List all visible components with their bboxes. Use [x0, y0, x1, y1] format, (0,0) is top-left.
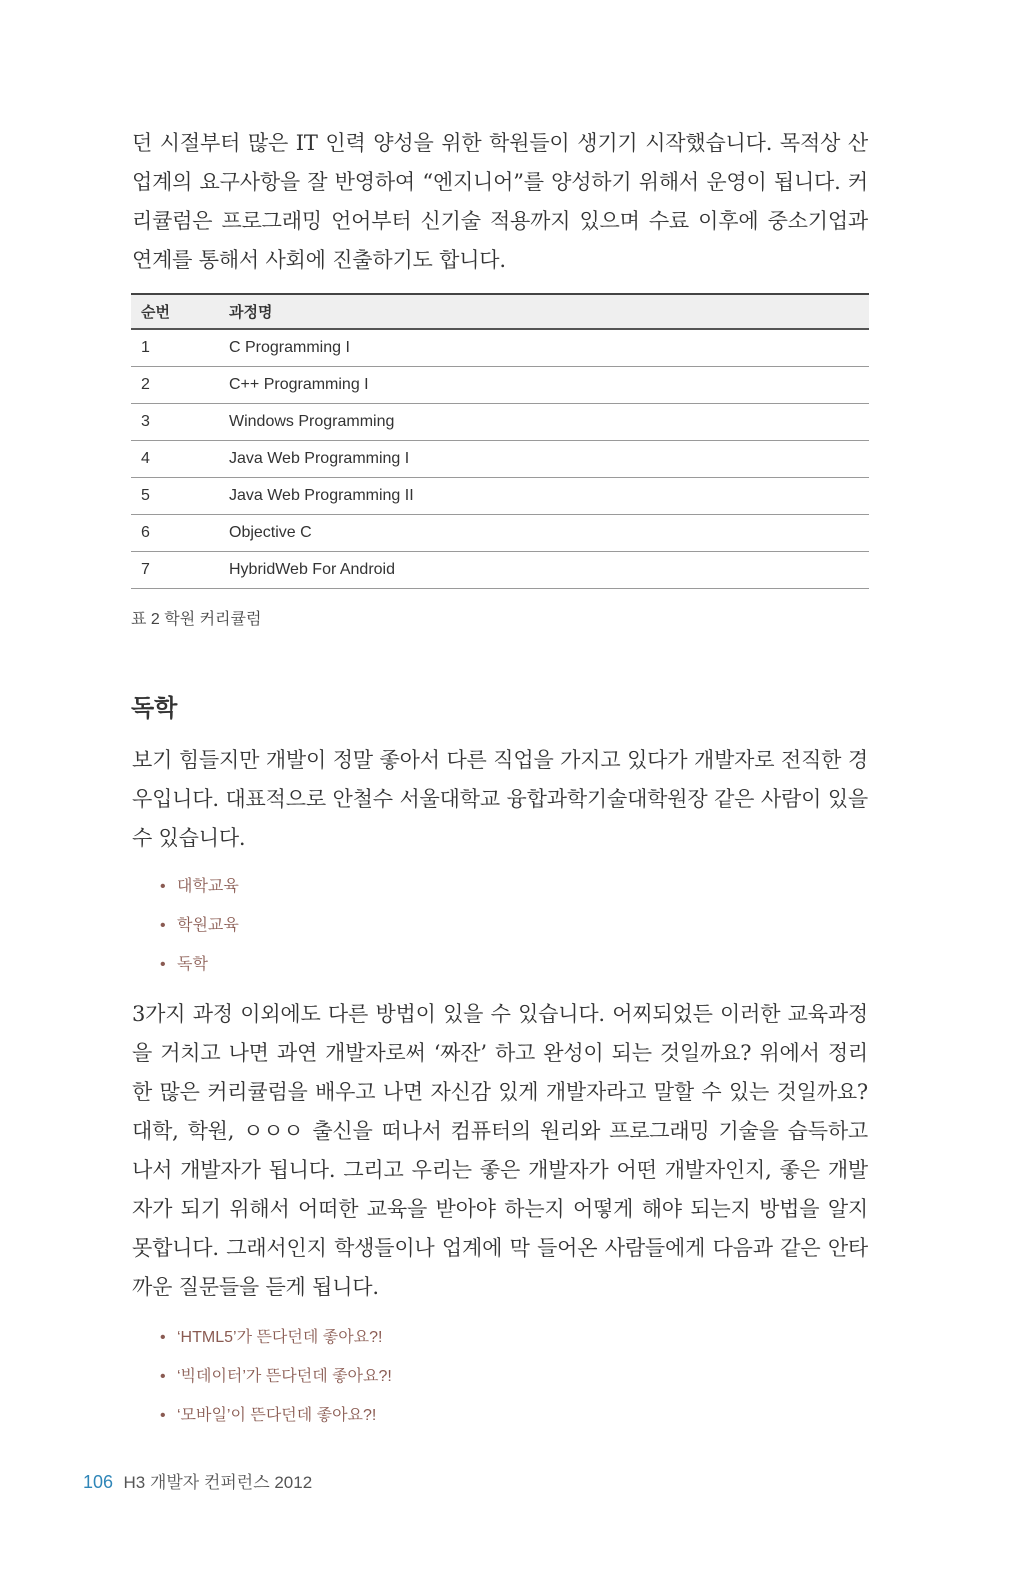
table-row	[131, 404, 869, 441]
cell-course: Java Web Programming I	[219, 441, 869, 478]
list-item: • 독학	[160, 955, 239, 994]
list-item: • ‘HTML5’가 뜬다던데 좋아요?!	[160, 1328, 392, 1367]
list-item: • ‘빅데이터’가 뜬다던데 좋아요?!	[160, 1367, 392, 1406]
questions-list	[160, 1328, 392, 1445]
cell-course: C Programming I	[219, 329, 869, 367]
table-row	[131, 552, 869, 589]
body-paragraph-academy: 던 시절부터 많은 IT 인력 양성을 위한 학원들이 생기기 시작했습니다. 목적상 산업계의 요구사항을 잘 반영하여 “엔지니어”를 양성하기 위해서 운영이 됩니다. 커리큘럼은 프로그래밍 언어부터 신기술 적용까지 있으며 수료 이후에 중소기업과 연계를 통해서 사회에 진출하기도 합니다.	[132, 131, 868, 272]
cell-number: 2	[131, 367, 219, 404]
column-header-number: 순번	[131, 294, 219, 329]
cell-course: Objective C	[219, 515, 869, 552]
cell-course: HybridWeb For Android	[219, 552, 869, 589]
table-row	[131, 515, 869, 552]
cell-number: 7	[131, 552, 219, 589]
page-footer	[83, 1468, 312, 1493]
table-header-row	[131, 294, 869, 329]
curriculum-table	[131, 293, 869, 589]
section-title: 독학	[131, 695, 178, 722]
footer-title: H3 개발자 컨퍼런스 2012	[123, 1473, 313, 1492]
body-paragraph-self-study: 보기 힘들지만 개발이 정말 좋아서 다른 직업을 가지고 있다가 개발자로 전직한 경우입니다. 대표적으로 안철수 서울대학교 융합과학기술대학원장 같은 사람이 있을 수 있습니다.	[132, 748, 868, 850]
body-paragraph-questions: 3가지 과정 이외에도 다른 방법이 있을 수 있습니다. 어찌되었든 이러한 교육과정을 거치고 나면 과연 개발자로써 ‘짜잔’ 하고 완성이 되는 것일까요? 위에서 정리한 많은 커리큘럼을 배우고 나면 자신감 있게 개발자라고 말할 수 있는 것일까요? 대학, 학원, ㅇㅇㅇ 출신을 떠나서 컴퓨터의 원리와 프로그래밍 기술을 습득하고 나서 개발자가 됩니다. 그리고 우리는 좋은 개발자가 어떤 개발자인지, 좋은 개발자가 되기 위해서 어떠한 교육을 받아야 하는지 어떻게 해야 되는지 방법을 알지 못합니다. 그래서인지 학생들이나 업계에 막 들어온 사람들에게 다음과 같은 안타까운 질문들을 듣게 됩니다.	[132, 1002, 868, 1299]
page-number: 106	[83, 1472, 114, 1492]
column-header-course: 과정명	[219, 294, 869, 329]
table-row	[131, 478, 869, 515]
table-caption: 표 2 학원 커리큘럼	[131, 611, 262, 628]
cell-number: 6	[131, 515, 219, 552]
cell-number: 1	[131, 329, 219, 367]
table-row	[131, 367, 869, 404]
list-item: • 대학교육	[160, 877, 239, 916]
cell-number: 5	[131, 478, 219, 515]
cell-number: 3	[131, 404, 219, 441]
cell-course: C++ Programming I	[219, 367, 869, 404]
table-row	[131, 441, 869, 478]
list-item: • ‘모바일’이 뜬다던데 좋아요?!	[160, 1406, 392, 1445]
education-paths-list	[160, 877, 239, 994]
list-item: • 학원교육	[160, 916, 239, 955]
cell-number: 4	[131, 441, 219, 478]
table-row	[131, 329, 869, 367]
cell-course: Java Web Programming II	[219, 478, 869, 515]
cell-course: Windows Programming	[219, 404, 869, 441]
